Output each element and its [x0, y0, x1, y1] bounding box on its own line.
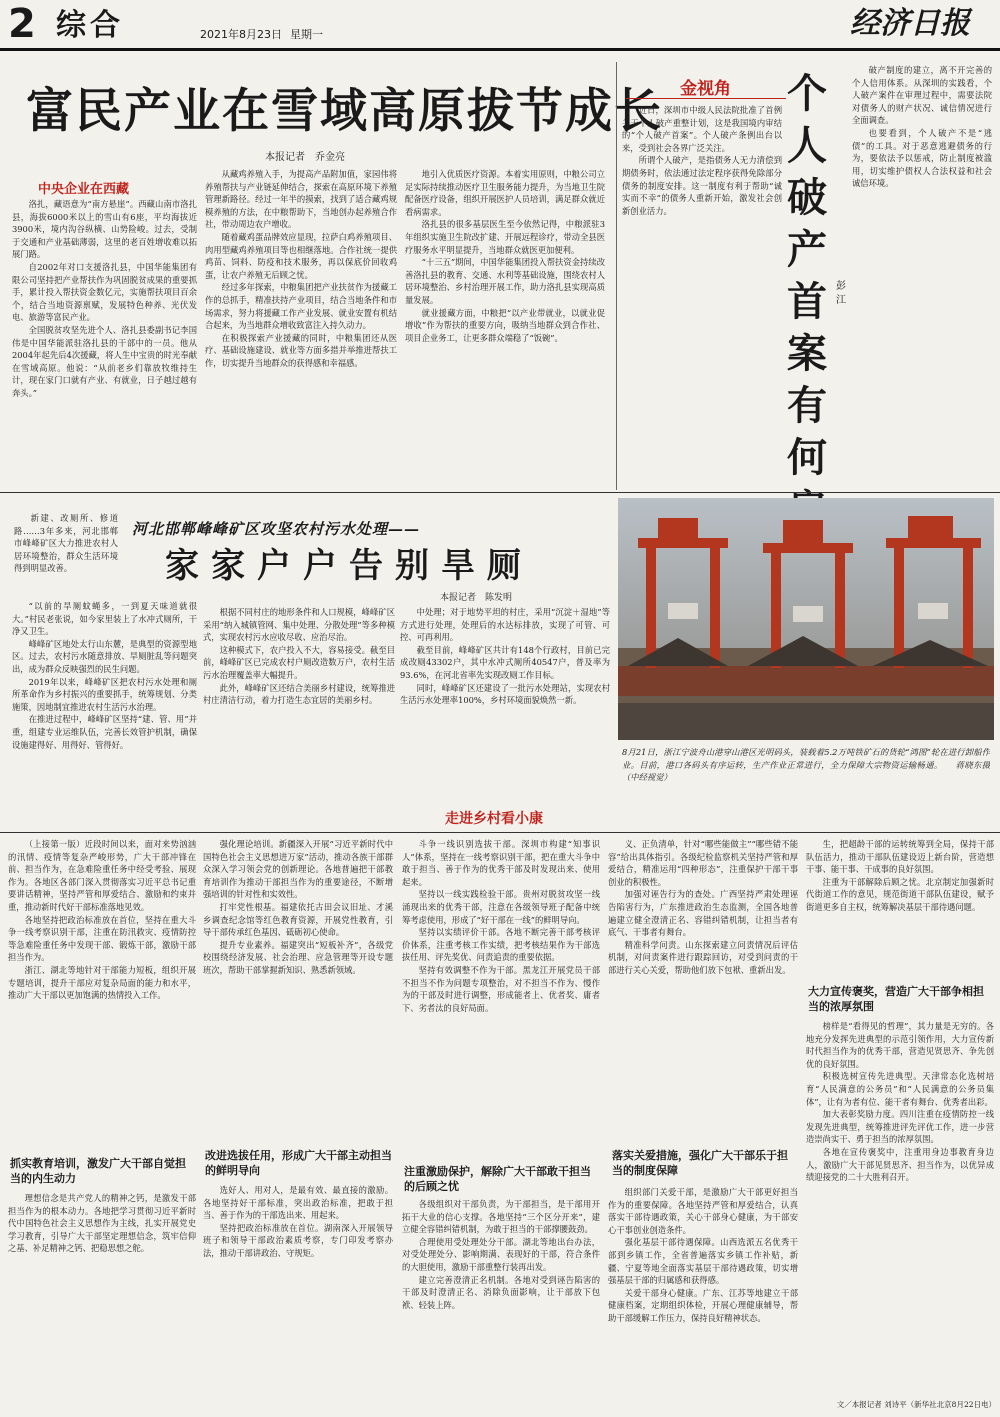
paragraph: 新建、改厕所、修道路……3年多来，河北邯郸市峰峰矿区大力推进农村人居环境整治，群众生活环境得到明显改善。 [14, 513, 118, 574]
article-kicker: 河北邯郸峰峰矿区攻坚农村污水处理—— [132, 520, 421, 538]
paragraph: 义、正负清单，针对“哪些能做主”“哪些错不能容”给出具体指引。各级纪检监察机关坚持严管和厚爱结合，精准运用“四种形态”，注重保护干部干事创业的积极性。 [608, 839, 798, 887]
article-subhead: 中央企业在西藏 [38, 182, 130, 197]
paragraph: 随着藏鸡蛋品牌效应显现，拉萨白鸡养殖项目、肉用型藏鸡养殖项目等也相继落地。合作社统一提供鸡苗、饲料、防疫和技术服务，再以保底价回收鸡蛋，让农户养殖无后顾之忧。 [205, 231, 397, 280]
paragraph: 注重为干部解除后顾之忧。北京制定加强新时代街道工作的意见，规范街道干部队伍建设，赋予街道更多自主权，统筹解决基层干部待遇问题。 [806, 876, 994, 912]
paragraph: 峰峰矿区地处太行山东麓，是典型的资源型地区。过去，农村污水随意排放、旱厕脏乱等问题突出，成为群众反映强烈的民生问题。 [12, 638, 197, 674]
paragraph: 各级组织对干部负责，为干部担当，是干部用开拓干大业的信心支撑。各地坚持“三个区分开来”，建立健全容错纠错机制，为敢于担当的干部撑腰鼓劲。 [402, 1199, 600, 1235]
paragraph: 在推进过程中，峰峰矿区坚持“建、管、用”并重，组建专业运维队伍，完善长效管护机制，确保设施建得好、用得好、管得好。 [12, 714, 197, 750]
sidebar-author: 彭江 [836, 281, 846, 306]
paragraph: 提升专业素养。福建突出“短板补齐”，各级党校围绕经济发展、社会治理、应急管理等开设专题班次，帮助干部掌握新知识、熟悉新领域。 [203, 939, 393, 975]
paragraph: 组织部门关爱干部，是激励广大干部更好担当作为的重要保障。各地坚持严管和厚爱结合，认真落实干部待遇政策，关心干部身心健康，为干部安心干事创业创造条件。 [608, 1187, 798, 1235]
paragraph: 地引入优质医疗资源。本着实用原则，中粮公司立足实际持续推动医疗卫生服务能力提升，为当地卫生院配备医疗设备，组织开展医护人员培训，满足群众就近看病需求。 [405, 169, 605, 217]
article-column [400, 606, 610, 802]
article-column [402, 838, 600, 1144]
section-rule [0, 492, 1000, 493]
section-name: 综合 [56, 8, 124, 43]
article-subhead: 注重激励保护，解除广大干部敢干担当的后顾之忧 [404, 1165, 591, 1193]
article-byline: 本报记者 陈发明 [440, 593, 513, 603]
paragraph: 近日，深圳市中级人民法院批准了首例关于个人破产重整计划，这是我国境内审结的“个人破产首案”。个人破产条例出台以来，受到社会各界广泛关注。 [622, 105, 782, 153]
paragraph: 坚持有效调整不作为干部。黑龙江开展党员干部不担当不作为问题专项整治，对不担当不作为、慢作为的干部及时进行调整，形成能者上、优者奖、庸者下、劣者汰的良好局面。 [402, 964, 600, 1013]
section-rule [0, 832, 1000, 833]
paper-name-logo: 经济日报 [850, 6, 970, 41]
paragraph: 从藏鸡养殖入手，为提高产品附加值，家园伟将养殖帮扶与产业链延伸结合，探索在高原环境下养殖管理新路径。经过一年半的摸索，找到了适合藏鸡规模养殖的方法，在中粮帮助下，当地创办起养殖合作社，带动周边农户增收。 [205, 169, 397, 230]
paragraph: 加强对诬告行为的查处。广西坚持严肃处理诬告陷害行为，广东推进政治生态监测，全国各地普遍建立健全澄清正名、容错纠错机制，让担当者有底气、干事者有舞台。 [608, 889, 798, 938]
paragraph: 自2002年对口支援洛扎县，中国华能集团有限公司坚持把产业帮扶作为巩固脱贫成果的重要抓手，累计投入帮扶资金数亿元，实施帮扶项目百余个，结合当地资源禀赋，发展特色种养、光伏发电、旅游等富民产业。 [12, 261, 197, 323]
article-headline: 富民产业在雪域高原拔节成长 [26, 84, 663, 139]
paragraph: 所谓个人破产，是指债务人无力清偿到期债务时，依法通过法定程序获得免除部分债务的制度安排。这一制度有利于帮助“诚实而不幸”的债务人重新开始，激发社会创新创业活力。 [622, 155, 782, 216]
paragraph: 生，把超龄干部的运转统筹到全局，保持干部队伍活力，推动干部队伍建设迈上新台阶，营造想干事、能干事、干成事的良好氛围。 [806, 839, 994, 875]
paragraph: 合理使用受处理处分干部。湖北等地出台办法，对受处理处分、影响期满、表现好的干部，符合条件的大胆使用，激励干部重整行装再出发。 [402, 1236, 600, 1272]
article-subhead: 抓实教育培训，激发广大干部自觉担当的内生动力 [10, 1157, 186, 1185]
masthead-rule [0, 48, 1000, 51]
article-column [203, 1184, 393, 1406]
paragraph: 浙江、湖北等地针对干部能力短板，组织开展专题培训，提升干部应对复杂局面的能力和水平，推动广大干部以更加饱满的热情投入工作。 [8, 964, 196, 1001]
column-tag: 走进乡村看小康 [445, 811, 543, 827]
paragraph: 建立完善澄清正名机制。各地对受到诬告陷害的干部及时澄清正名、消除负面影响，让干部放下包袱、轻装上阵。 [402, 1274, 600, 1310]
issue-weekday: 星期一 [290, 28, 323, 41]
paragraph: 洛扎县的很多基层医生至今依然记得，中粮派驻3年组织实施卫生院改扩建、开展远程诊疗，带动全县医疗服务水平明显提升，当地群众就医更加便利。 [405, 219, 605, 255]
paragraph: 中处理；对于地势平坦的村庄，采用“沉淀＋湿地”等方式进行处理，处理后的水达标排放，实现了可管、可控、可再利用。 [400, 607, 610, 643]
paragraph: 榜样是“看得见的哲理”，其力量是无穷的。各地充分发挥先进典型的示范引领作用，大力宣传新时代担当作为的优秀干部，营造见贤思齐、争先创优的良好氛围。 [806, 1021, 994, 1069]
article-signoff: 文／本报记者 刘诗平（新华社北京8月22日电） [836, 1400, 996, 1409]
paragraph: 坚持以一线实践检验干部。贵州对脱贫攻坚一线涌现出来的优秀干部，注意在各级领导班子配备中统筹考虑使用，形成了“好干部在一线”的鲜明导向。 [402, 889, 600, 925]
issue-date: 2021年8月23日 [200, 28, 282, 41]
paragraph: 这种模式下，农户投入不大，容易接受。截至目前，峰峰矿区已完成农村户厕改造数万户，农村生活污水治理覆盖率大幅提升。 [203, 644, 395, 680]
paragraph: 理想信念是共产党人的精神之钙，是激发干部担当作为的根本动力。各地把学习贯彻习近平新时代中国特色社会主义思想作为主线，扎实开展党史学习教育，引导广大干部坚定理想信念，筑牢信仰之基、补足精神之钙、把稳思想之舵。 [8, 1193, 196, 1254]
article-column [806, 1020, 994, 1398]
column-divider [616, 62, 617, 490]
article-column [806, 838, 994, 978]
article-column [405, 168, 605, 486]
article-column [402, 1198, 600, 1408]
sidebar-column [852, 64, 992, 484]
article-column [203, 606, 395, 828]
paragraph: 就业援藏方面，中粮把“以产业带就业，以就业促增收”作为帮扶的重要方向，吸纳当地群众到合作社、项目企业务工，让更多群众端稳了“饭碗”。 [405, 307, 605, 343]
port-crane-illustration [618, 498, 994, 740]
paragraph: 打牢党性根基。福建依托古田会议旧址、才溪乡调查纪念馆等红色教育资源，开展党性教育，引导干部传承红色基因、砥砺初心使命。 [203, 901, 393, 938]
article-column [203, 838, 393, 1138]
article-column [205, 168, 397, 486]
column-tag: 金视角 [680, 79, 731, 99]
paragraph: “以前的旱厕蚊蝇多，一到夏天味道就很大。”村民老张说，如今家里装上了水冲式厕所，干净又卫生。 [12, 601, 197, 637]
paragraph: 全国脱贫攻坚先进个人、洛扎县委副书记李国伟是中国华能派驻洛扎县的干部中的一员。他从2004年起先后4次援藏，将人生中宝贵的时光奉献在雪域高原。他说：“从前老乡们靠放牧维持生计，现在家门口就有产业、有就业，日子越过越有奔头。” [12, 324, 197, 398]
article-column [12, 600, 197, 830]
paragraph: 此外，峰峰矿区还结合美丽乡村建设，统筹推进村庄清洁行动，着力打造生态宜居的美丽乡村。 [203, 682, 395, 706]
sidebar-divider [626, 98, 786, 99]
paragraph: 积极选树宣传先进典型。天津常态化选树培育“人民满意的公务员”和“人民满意的公务员集体”，让有为者有位、能干者有舞台、优秀者出彩。 [806, 1071, 994, 1107]
article-column [12, 198, 197, 483]
paragraph: 精准科学问责。山东探索建立问责情况后评估机制，对问责案件进行跟踪回访，对受到问责的干部进行关心关爱，帮助他们放下包袱、重新出发。 [608, 939, 798, 975]
sidebar-headline: 个人破产首案有何 [787, 71, 827, 481]
paragraph: 同时，峰峰矿区还建设了一批污水处理站，实现农村生活污水处理率100%，乡村环境面貌焕然一新。 [400, 682, 610, 706]
paragraph: 关爱干部身心健康。广东、江苏等地建立干部健康档案，定期组织体检，开展心理健康辅导，帮助干部缓解工作压力，保持良好精神状态。 [608, 1287, 798, 1323]
paragraph: 经过多年探索，中粮集团把产业扶贫作为援藏工作的总抓手，精准扶持产业项目，结合当地条件和市场需求，努力将援藏工作产业发展、就业安置有机结合起来，为当地群众增收致富注入持久动力。 [205, 282, 397, 331]
paragraph: 也要看到，个人破产不是“逃债”的工具。对于恶意逃避债务的行为，要依法予以惩戒，防止制度被滥用，切实维护债权人合法权益和社会诚信环境。 [852, 127, 992, 189]
paragraph: 洛扎，藏语意为“南方悬崖”。西藏山南市洛扎县，海拔6000米以上的雪山有6座，平均海拔近3900米，境内沟谷纵横、山势险峻。过去，受制于交通和产业基础薄弱，这里的老百姓增收难以拓展门路。 [12, 199, 197, 260]
paragraph: 斗争一线识别选拔干部。深圳市构建“知事识人”体系，坚持在一线考察识别干部，把在重大斗争中敢于担当、善于作为的优秀干部及时发现出来、使用起来。 [402, 839, 600, 887]
page-number: 2 [8, 1, 36, 47]
paragraph: 各地坚持把政治标准放在首位，坚持在重大斗争一线考察识别干部，注重在防汛救灾、疫情防控等急难险重任务中发现干部、锻炼干部，激励干部担当作为。 [8, 914, 196, 963]
article-column [8, 838, 196, 1150]
paragraph: （上接第一版）近段时间以来，面对来势汹汹的汛情、疫情等复杂严峻形势，广大干部冲锋在前、担当作为，在急难险重任务中经受考验、展现作为。各地区各部门深入贯彻落实习近平总书记重要讲话精神，坚持严管和厚爱结合、激励和约束并重，推动新时代好干部标准落地见效。 [8, 839, 196, 912]
paragraph: 各地在宣传褒奖中，注重用身边事教育身边人，激励广大干部见贤思齐、担当作为，以优异成绩迎接党的二十大胜利召开。 [806, 1146, 994, 1183]
paragraph: 坚持以实绩评价干部。各地不断完善干部考核评价体系，注重考核工作实绩，把考核结果作为干部选拔任用、评先奖优、问责追责的重要依据。 [402, 927, 600, 963]
article-column [608, 1186, 798, 1408]
paragraph: 强化基层干部待遇保障。山西选派五名优秀干部到乡镇工作，全省普遍落实乡镇工作补贴，新疆、宁夏等地全面落实基层干部待遇政策，切实增强基层干部的归属感和获得感。 [608, 1237, 798, 1286]
article-column [14, 512, 118, 598]
article-column [8, 1192, 196, 1407]
paragraph: 根据不同村庄的地形条件和人口规模，峰峰矿区采用“纳入城镇管网、集中处理、分散处理”等多种模式，实现农村污水应收尽收、应治尽治。 [203, 607, 395, 643]
article-byline: 本报记者 乔金亮 [265, 152, 345, 163]
article-subhead: 大力宣传褒奖，营造广大干部争相担当的浓厚氛围 [808, 985, 984, 1013]
paragraph: 选好人、用对人，是最有效、最直接的激励。各地坚持好干部标准，突出政治标准，把敢于担当、善于作为的干部选出来、用起来。 [203, 1185, 393, 1221]
news-photo [618, 498, 994, 740]
paragraph: 破产制度的建立，离不开完善的个人信用体系。从深圳的实践看，个人破产案件在审理过程中，需要法院对债务人的财产状况、诚信情况进行全面调查。 [852, 65, 992, 126]
paragraph: 坚持把政治标准放在首位。湖南深入开展领导班子和领导干部政治素质考察，专门印发考察办法，推动干部讲政治、守规矩。 [203, 1222, 393, 1258]
sidebar-column [622, 104, 782, 484]
paragraph: 2019年以来，峰峰矿区把农村污水处理和厕所革命作为乡村振兴的重要抓手，统筹规划、分类施策，因地制宜推进农村生活污水治理。 [12, 676, 197, 712]
paragraph: 截至目前，峰峰矿区共计有148个行政村，目前已完成改厕43302户，其中水冲式厕所40547户，普及率为93.6%，在河北省率先实现改厕工作目标。 [400, 644, 610, 680]
article-column [608, 838, 798, 1138]
article-subhead: 改进选拔任用，形成广大干部主动担当的鲜明导向 [205, 1149, 392, 1177]
paragraph: 在积极探索产业援藏的同时，中粮集团还从医疗、基础设施建设、就业等方面多措并举推进帮扶工作，切实提升当地群众的获得感和幸福感。 [205, 332, 397, 368]
masthead [0, 0, 1000, 56]
paragraph: 强化理论培训。新疆深入开展“习近平新时代中国特色社会主义思想进万家”活动，推动各族干部群众深入学习领会党的创新理论。各地普遍把干部教育培训作为推动干部担当作为的重要途径，不断增强培训的针对性和实效性。 [203, 839, 393, 900]
paragraph: “十三五”期间，中国华能集团投入帮扶资金持续改善洛扎县的教育、交通、水利等基础设施，围绕农村人居环境整治、乡村治理开展工作，助力洛扎县实现高质量发展。 [405, 257, 605, 305]
article-headline: 家家户户告别旱厕 [165, 546, 533, 586]
photo-caption: 8月21日，浙江宁波舟山港穿山港区光明码头，装载着5.2万吨铁矿石的货轮“鸿图”轮在进行卸船作业。目前，港口各码头有序运转，生产作业正常进行，全力保障大宗物资运输畅通。 蒋晓东摄（中经视觉） [622, 747, 990, 783]
paragraph: 加大表彰奖励力度。四川注重在疫情防控一线发现先进典型，统筹推进评先评优工作，进一步营造崇尚实干、勇于担当的浓厚氛围。 [806, 1109, 994, 1145]
article-subhead: 落实关爱措施，强化广大干部乐于担当的制度保障 [612, 1149, 788, 1177]
